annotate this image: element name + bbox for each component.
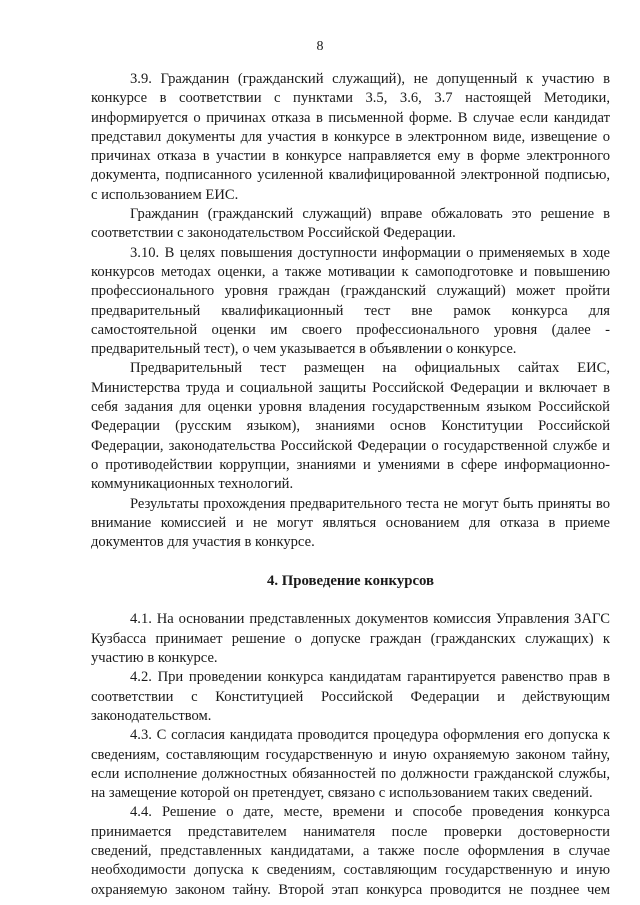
paragraph-3-9: 3.9. Гражданин (гражданский служащий), не допущенный к участию в конкурсе в соответствии с пунктами 3.5, 3.6, 3.7 настоящей Методики, информируется о причинах отказа в письменной форме. В случае если кандидат представил документы для участия в конкурсе в электронном виде, извещение о причинах отказа в участии в конкурсе направляется ему в форме электронного документа, подписанного усиленной квалифицированной электронной подписью, с использованием ЕИС. bbox=[91, 71, 610, 203]
document-body bbox=[91, 70, 610, 900]
page-number: 8 bbox=[316, 39, 324, 54]
paragraph-4-4: 4.4. Решение о дате, месте, времени и способе проведения конкурса принимается представителем нанимателя после проверки достоверности сведений, представленных кандидатами, а также после оформления в случае необходимости допуска к сведениям, составляющим государственную и иную охраняемую законом тайну. Второй этап конкурса проводится не позднее чем bbox=[91, 804, 610, 898]
paragraph-4-2: 4.2. При проведении конкурса кандидатам гарантируется равенство прав в соответствии с Конституцией Российской Федерации и действующим законодательством. bbox=[91, 669, 610, 724]
paragraph-4-1: 4.1. На основании представленных документов комиссия Управления ЗАГС Кузбасса принимает решение о допуске граждан (гражданских служащих) к участию в конкурсе. bbox=[91, 611, 610, 667]
section-4-heading: 4. Проведение конкурсов bbox=[266, 573, 435, 590]
paragraph-preliminary-test: Предварительный тест размещен на официальных сайтах ЕИС, Министерства труда и социальной защиты Российской Федерации и включает в себя задания для оценки уровня владения государственным языком Российской Федерации (русским языком), знаниями основ Конституции Российской Федерации, законодательства Российской Федерации о государственной службе и о противодействии коррупции, знаниями и умениями в сфере информационно-коммуникационных технологий. bbox=[91, 360, 610, 493]
paragraph-4-3: 4.3. С согласия кандидата проводится процедура оформления его допуска к сведениям, составляющим государственную и иную охраняемую законом тайну, если исполнение должностных обязанностей по должности гражданской службы, на замещение которой он претендует, связано с использованием таких сведений. bbox=[91, 727, 610, 802]
paragraph-test-results: Результаты прохождения предварительного теста не могут быть приняты во внимание комиссией и не могут являться основанием для отказа в приеме документов для участия в конкурсе. bbox=[91, 495, 610, 551]
paragraph-3-10: 3.10. В целях повышения доступности информации о применяемых в ходе конкурсов методах оценки, а также мотивации к самоподготовке и повышению профессионального уровня граждан (гражданский служащий) может пройти предварительный квалификационный тест вне рамок конкурса для самостоятельной оценки им своего профессионального уровня (далее - предварительный тест), о чем указывается в объявлении о конкурсе. bbox=[91, 244, 610, 358]
paragraph-3-9-appeal: Гражданин (гражданский служащий) вправе обжаловать это решение в соответствии с законодательством Российской Федерации. bbox=[91, 206, 610, 242]
